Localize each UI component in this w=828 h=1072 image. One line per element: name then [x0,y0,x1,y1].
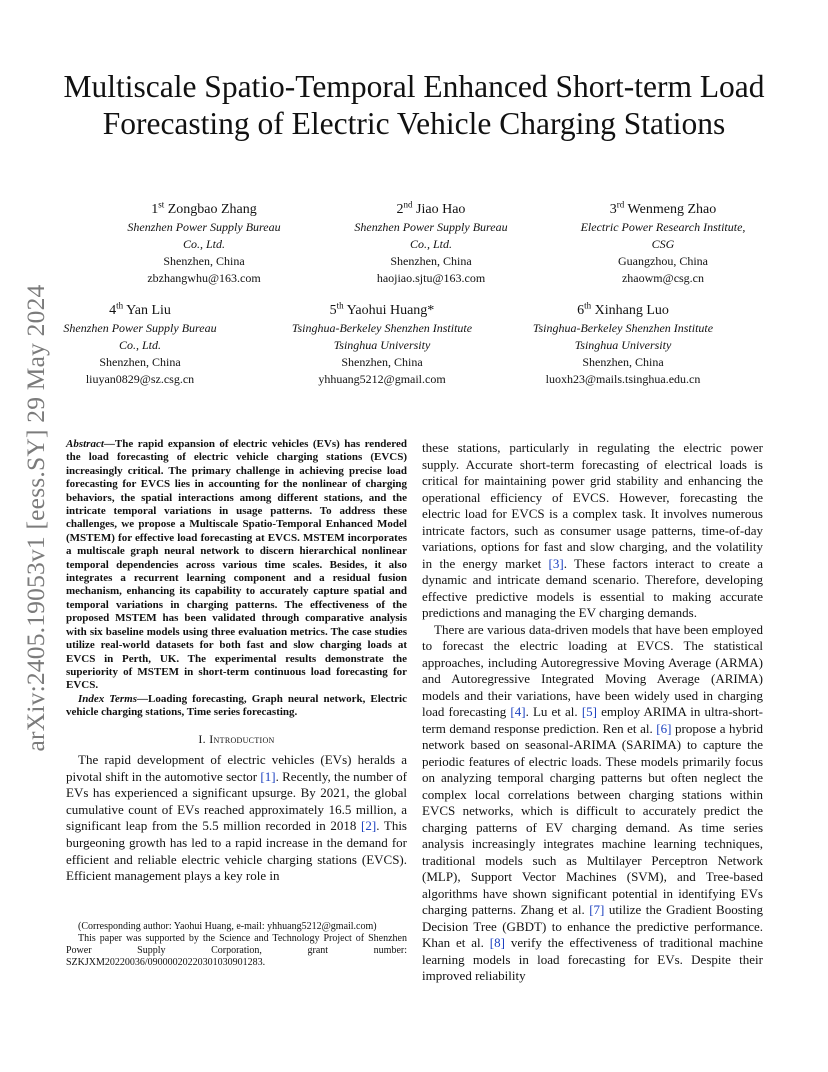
author-email[interactable]: zhaowm@csg.cn [621,271,705,285]
section-heading-introduction: I. Introduction [198,731,275,746]
abstract-body: —The rapid expansion of electric vehicles (EVs) has rendered the load forecasting of electric vehicle charging stations (EVCS) increasingly critical. The primary challenge in achieving precise load forecasting for EVCS lies in accounting for the nonlinear of charging behaviors, the spatial interactions among different stations, and the intricate temporal variations in usage patterns. To address these challenges, we propose a Multiscale Spatio-Temporal Enhanced Model (MSTEM) for effective load forecasting at EVCS. MSTEM incorporates a multiscale graph neural network to discern hierarchical nonlinear temporal dependencies across various time scales. Besides, it also integrates a recurrent learning component and a residual fusion mechanism, enhancing its capability to accurately capture spatial and temporal variations in charging patterns. The effectiveness of the proposed MSTEM has been validated through comparative analysis with six baseline models using three evaluation metrics. The case studies utilize real-world datasets for both fast and slow charging loads at EVCS in Perth, UK. The experimental results demonstrate the superiority of MSTEM in short-term continuous load forecasting for EVCS. [66,438,407,692]
author-name: 4th Yan Liu [109,300,171,318]
author-affiliation: Co., Ltd. [182,237,225,251]
index-terms [66,693,407,720]
body-paragraph: There are various data-driven models that have been employed to forecast the electric loading at EVCS. The statistical approaches, including Autoregressive Moving Average (ARMA) and Autoregressive Integrated Moving Average (ARIMA) models and their variations, have been widely used in charging load forecasting [4]. Lu et al. [5] employ ARIMA in ultra-short-term demand response prediction. Ren et al. [6] propose a hybrid network based on seasonal-ARIMA (SARIMA) to capture the periodic features of electric loads. These models primarily focus on analyzing temporal charging patterns but often neglect the complex local correlations between charging stations within EVCS networks, which is difficult to accurately predict the charging patterns of EV charging demand. As time series analysis increasingly integrates machine learning techniques, traditional models such as Multilayer Perceptron Network (MLP), Support Vector Machines (SVM), and Tree-based algorithms have shown significant potential in identifying EVs charging patterns. Zhang et al. [7] utilize the Gradient Boosting Decision Tree (GBDT) to enhance the predictive performance. Khan et al. [8] verify the effectiveness of traditional machine learning models in load forecasting for EVs. Despite their improved reliability [422,621,764,983]
author-affiliation: Tsinghua-Berkeley Shenzhen Institute [532,321,714,335]
index-terms-label: Index Terms [78,692,138,705]
author-name: 3rd Wenmeng Zhao [609,199,717,217]
author-email[interactable]: yhhuang5212@gmail.com [318,372,446,386]
abstract-label: Abstract [66,438,104,450]
author-affiliation: Shenzhen Power Supply Bureau [63,321,217,335]
citation-link[interactable]: [3] [548,555,564,571]
author-affiliation: Co., Ltd. [118,338,161,352]
author-email[interactable]: zbzhangwhu@163.com [147,271,261,285]
author-name: 5th Yaohui Huang* [329,300,435,318]
paper-title: Multiscale Spatio-Temporal Enhanced Short-term Load Forecasting of Electric Vehicle Charging Stations [63,69,765,141]
abstract [66,438,407,693]
author-affiliation: Shenzhen Power Supply Bureau [354,220,508,234]
left-column [66,438,407,885]
author-affiliation: Tsinghua University [333,338,431,352]
citation-link[interactable]: [2] [361,818,377,834]
author-affiliation: Electric Power Research Institute, [580,220,746,234]
right-column [422,440,763,985]
citation-link[interactable]: [4] [510,704,526,719]
author-affiliation: Tsinghua University [574,338,672,352]
author-location: Shenzhen, China [341,355,423,369]
author-block-5 [259,301,505,388]
citation-link[interactable]: [6] [656,720,672,736]
index-terms-body: —Loading forecasting, Graph neural network, Electric vehicle charging stations, Time series forecasting. [66,692,407,719]
intro-paragraph: The rapid development of electric vehicles (EVs) heralds a pivotal shift in the automotive sector [1]. Recently, the number of EVs has experienced a significant upsurge. By 2021, the global cumulative count of EVs reached approximately 16.5 million, a significant leap from the 5.5 million recorded in 2018 [2]. This burgeoning growth has led to a rapid increase in the demand for efficient and reliable electric vehicle charging stations (EVCS). Efficient management plays a key role in [66,751,407,884]
author-name: 6th Xinhang Luo [577,300,669,318]
author-affiliation: Tsinghua-Berkeley Shenzhen Institute [291,321,473,335]
author-affiliation: Co., Ltd. [409,237,452,251]
author-block-1 [81,200,327,287]
author-block-6 [500,301,746,388]
citation-link[interactable]: [5] [581,704,597,719]
author-email[interactable]: haojiao.sjtu@163.com [376,271,486,285]
footnote [66,921,407,969]
body-paragraph: these stations, particularly in regulating the electric power supply. Accurate short-term forecasting of electrical loads is critical for maintaining power grid stability and enhancing the operational efficiency of EVCS. However, forecasting the electric load for EVCS is a complex task. It involves numerous intricate factors, such as consumer usage patterns, time-of-day variations, options for fast and slow charging, and the volatility in the energy market [3]. These factors interact to create a dynamic and intricate demand scenario. Therefore, developing effective predictive models is essential to making accurate predictions and managing the EV charging demands. [422,440,763,620]
author-location: Guangzhou, China [618,254,708,268]
author-block-3 [540,200,786,287]
arxiv-identifier: arXiv:2405.19053v1 [eess.SY] 29 May 2024 [21,284,50,752]
footnote-funding: This paper was supported by the Science and Technology Project of Shenzhen Power Supply Corporation, grant number: SZKJXM20220036/09000020220301030901283. [66,933,407,968]
author-name: 2nd Jiao Hao [396,199,466,217]
author-block-2 [308,200,554,287]
author-location: Shenzhen, China [163,254,245,268]
author-email[interactable]: liuyan0829@sz.csg.cn [85,372,195,386]
author-block-4 [17,301,263,388]
citation-link[interactable]: [1] [260,768,276,784]
author-location: Shenzhen, China [582,355,664,369]
footnote-corresponding-author: (Corresponding author: Yaohui Huang, e-mail: yhhuang5212@gmail.com) [78,921,377,932]
author-location: Shenzhen, China [99,355,181,369]
author-affiliation: CSG [651,237,675,251]
citation-link[interactable]: [8] [489,935,505,950]
citation-link[interactable]: [7] [589,902,605,917]
author-location: Shenzhen, China [390,254,472,268]
author-email[interactable]: luoxh23@mails.tsinghua.edu.cn [545,372,701,386]
author-affiliation: Shenzhen Power Supply Bureau [127,220,281,234]
author-name: 1st Zongbao Zhang [151,199,257,217]
